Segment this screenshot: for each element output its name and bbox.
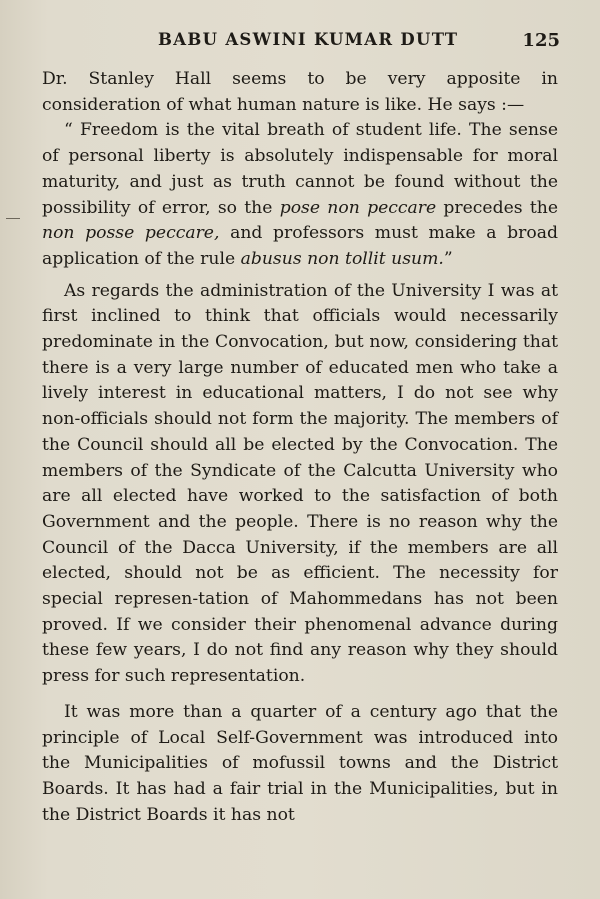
paragraph-local-self-government: It was more than a quarter of a century ago that the principle of Local Self-Government was introduced into the Municipalities of mofussil towns and the District Boards. It has had a fair trial in the Municipalities, but in the District Boards it has not (42, 701, 558, 825)
paragraph-1: Dr. Stanley Hall seems to be very apposite in consideration of what human nature is like. He says :— (42, 69, 558, 115)
quote-latin-2: non posse peccare, (42, 223, 220, 244)
quote-text-3: and professors must make a broad application of the rule (42, 223, 558, 269)
quote-close: ” (443, 248, 453, 269)
quote-latin-1: pose non peccare (279, 197, 437, 218)
margin-mark (6, 218, 20, 219)
paragraph-university-administration: As regards the administration of the University I was at first inclined to think that officials would necessarily predominate in the Convocation, but now, considering that there is a very large number of educated men who take a lively interest in educational matters, I do not see why non-officials should not form the majority. The members of the Council should all be elected by the Convocation. The members of the Syndicate of the Calcutta University who are all elected have worked to the satisfaction of both Government and the people. There is no reason why the Council of the Dacca University, if the members are all elected, should not be as efficient. The necessity for special represen-tation of Mahommedans has not been proved. If we consider their phenomenal advance during these few years, I do not find any reason why they should press for such representation. (42, 280, 558, 687)
page-header (42, 30, 560, 54)
quote-text-2: precedes the (436, 197, 558, 218)
quotation-paragraph (42, 118, 558, 272)
running-head: BABU ASWINI KUMAR DUTT (158, 30, 459, 49)
page-number: 125 (522, 30, 560, 51)
quote-latin-3: abusus non tollit usum. (240, 248, 444, 269)
quote-text-1: “ Freedom is the vital breath of student life. The sense of personal liberty is absolutely indispensable for moral maturity, and just as truth cannot be found without the possibility of error, so the (42, 120, 558, 218)
page-body (42, 67, 558, 828)
